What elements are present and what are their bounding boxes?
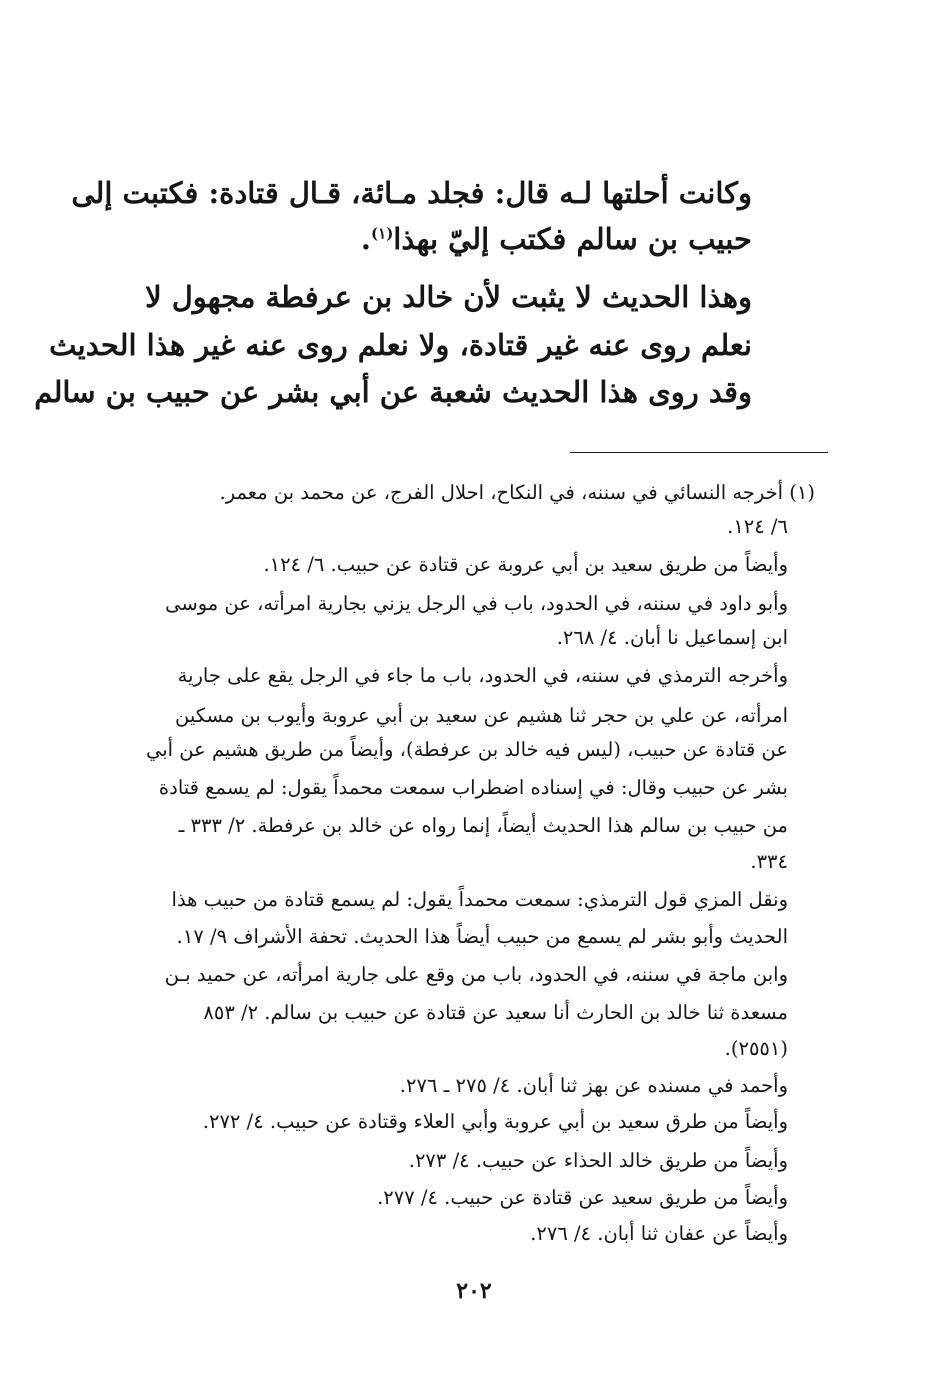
main-text-line: وكانت أحلتها لـه قال: فجلد مـائة، قـال قتادة: فكتبت إلى [71, 176, 752, 210]
footnote-line: ابن إسماعيل نا أبان. ٤/ ٢٦٨. [556, 626, 788, 649]
footnote-line: وأحمد في مسنده عن بهز ثنا أبان. ٤/ ٢٧٥ ـ ٢٧٦. [399, 1074, 788, 1097]
page-number: ٢٠٢ [456, 1278, 492, 1304]
main-text-line: نعلم روى عنه غير قتادة، ولا نعلم روى عنه غير هذا الحديث [49, 328, 752, 362]
footnote-line: وابن ماجة في سننه، في الحدود، باب من وقع على جارية امرأته، عن حميد بـن [164, 963, 788, 986]
footnote-line: امرأته، عن علي بن حجر ثنا هشيم عن سعيد بن أبي عروبة وأيوب بن مسكين [175, 704, 788, 727]
main-text-fragment: . [360, 222, 372, 256]
footnote-line: ٦/ ١٢٤. [727, 515, 788, 538]
footnote-line: وأخرجه الترمذي في سننه، في الحدود، باب ما جاء في الرجل يقع على جارية [177, 664, 788, 687]
main-text-fragment: حبيب بن سالم فكتب إليّ بهذا [393, 222, 752, 256]
main-text-line [361, 222, 752, 256]
footnote-line: وأيضاً من طريق سعيد بن أبي عروبة عن قتادة عن حبيب. ٦/ ١٢٤. [263, 553, 788, 576]
footnote-separator [570, 452, 828, 453]
footnote-line: وأيضاً عن عفان ثنا أبان. ٤/ ٢٧٦. [530, 1222, 788, 1245]
footnote-line: (٢٥٥١). [724, 1037, 788, 1060]
footnote-line: وأبو داود في سننه، في الحدود، باب في الرجل يزني بجارية امرأته، عن موسى [165, 592, 788, 615]
footnote-line: وأيضاً من طريق سعيد عن قتادة عن حبيب. ٤/ ٢٧٧. [377, 1186, 788, 1209]
footnote-line: ونقل المزي قول الترمذي: سمعت محمداً يقول: لم يسمع قتادة من حبيب هذا [171, 888, 788, 911]
footnote-line: من حبيب بن سالم هذا الحديث أيضاً، إنما رواه عن خالد بن عرفطة. ٢/ ٣٣٣ ـ [178, 814, 788, 837]
footnote-line: وأيضاً من طريق خالد الحذاء عن حبيب. ٤/ ٢٧٣. [408, 1149, 788, 1172]
footnote-line: الحديث وأبو بشر لم يسمع من حبيب أيضاً هذا الحديث. تحفة الأشراف ٩/ ١٧. [176, 925, 788, 948]
main-text-line: وهذا الحديث لا يثبت لأن خالد بن عرفطة مجهول لا [145, 280, 752, 314]
main-text-line: وقد روى هذا الحديث شعبة عن أبي بشر عن حبيب بن سالم [34, 375, 752, 409]
footnote-reference: (١) [371, 224, 394, 243]
footnote-line: وأيضاً من طرق سعيد بن أبي عروبة وأبي العلاء وقتادة عن حبيب. ٤/ ٢٧٢. [202, 1110, 788, 1133]
footnote-line: بشر عن حبيب وقال: في إسناده اضطراب سمعت محمداً يقول: لم يسمع قتادة [158, 776, 788, 799]
footnote-line: مسعدة ثنا خالد بن الحارث أنا سعيد عن قتادة عن حبيب بن سالم. ٢/ ٨٥٣ [203, 1001, 788, 1024]
footnote-line: عن قتادة عن حبيب، (ليس فيه خالد بن عرفطة)، وأيضاً من طريق هشيم عن أبي [145, 738, 788, 761]
footnote-line: ٣٣٤. [750, 850, 788, 873]
footnote-line: (١) أخرجه النسائي في سننه، في النكاح، احلال الفرج، عن محمد بن معمر. [219, 481, 815, 504]
